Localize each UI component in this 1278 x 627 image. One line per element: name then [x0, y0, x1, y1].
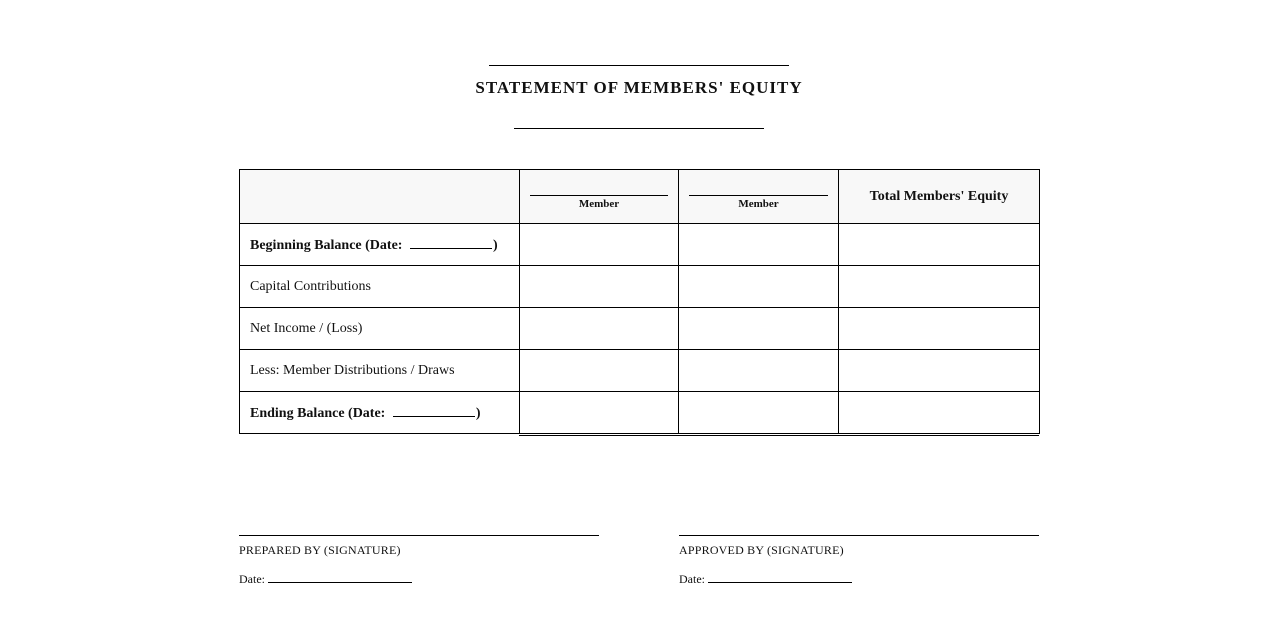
header-member-2: [679, 170, 839, 224]
cell-beginning-member-1[interactable]: [520, 224, 679, 266]
approved-by-label: APPROVED BY (SIGNATURE): [679, 543, 844, 557]
cell-distributions-member-1[interactable]: [520, 350, 679, 392]
approved-date-row: [679, 571, 1039, 587]
cell-beginning-member-2[interactable]: [679, 224, 839, 266]
ending-balance-suffix: ): [475, 405, 481, 421]
equity-table: [239, 169, 1040, 434]
table-row-net-income: [240, 308, 1040, 350]
cell-capital-member-2[interactable]: [679, 266, 839, 308]
row-label-capital-contributions: Capital Contributions: [240, 266, 520, 308]
member-2-label: Member: [738, 198, 779, 210]
cell-ending-member-1[interactable]: [520, 392, 679, 434]
ending-balance-double-rule: [519, 435, 1039, 436]
header-blank-cell: [240, 170, 520, 224]
cell-distributions-member-2[interactable]: [679, 350, 839, 392]
prepared-date-row: [239, 571, 599, 587]
cell-net-income-member-2[interactable]: [679, 308, 839, 350]
prepared-by-signature-line[interactable]: [239, 535, 599, 536]
ending-balance-label: Ending Balance (Date:: [250, 405, 389, 421]
approved-date-label: Date:: [679, 572, 705, 586]
header-total-equity: Total Members' Equity: [839, 170, 1040, 224]
approved-by-signature-line[interactable]: [679, 535, 1039, 536]
beginning-balance-label: Beginning Balance (Date:: [250, 237, 406, 253]
header-member-1: [520, 170, 679, 224]
table-row-beginning-balance: [240, 224, 1040, 266]
title-bottom-rule: [514, 128, 764, 129]
table-row-capital-contributions: [240, 266, 1040, 308]
member-1-name-line[interactable]: [530, 195, 668, 196]
prepared-date-label: Date:: [239, 572, 265, 586]
row-label-net-income: Net Income / (Loss): [240, 308, 520, 350]
row-label-ending-balance: [240, 392, 520, 434]
row-label-distributions: Less: Member Distributions / Draws: [240, 350, 520, 392]
approved-by-block: [679, 535, 1039, 587]
prepared-by-block: [239, 535, 599, 587]
cell-distributions-total[interactable]: [839, 350, 1040, 392]
cell-ending-total[interactable]: [839, 392, 1040, 434]
table-header-row: [240, 170, 1040, 224]
cell-beginning-total[interactable]: [839, 224, 1040, 266]
prepared-by-label: PREPARED BY (SIGNATURE): [239, 543, 401, 557]
row-label-beginning-balance: [240, 224, 520, 266]
prepared-date-blank[interactable]: [268, 571, 412, 583]
cell-net-income-total[interactable]: [839, 308, 1040, 350]
title-top-rule: [489, 65, 789, 66]
approved-date-blank[interactable]: [708, 571, 852, 583]
member-1-label: Member: [578, 198, 620, 210]
cell-ending-member-2[interactable]: [679, 392, 839, 434]
table-row-distributions: [240, 350, 1040, 392]
cell-net-income-member-1[interactable]: [520, 308, 679, 350]
member-2-name-line[interactable]: [689, 195, 828, 196]
document-title: STATEMENT OF MEMBERS' EQUITY: [475, 78, 803, 97]
ending-date-blank[interactable]: [393, 404, 475, 417]
beginning-date-blank[interactable]: [410, 236, 492, 249]
cell-capital-total[interactable]: [839, 266, 1040, 308]
beginning-balance-suffix: ): [492, 237, 498, 253]
cell-capital-member-1[interactable]: [520, 266, 679, 308]
table-row-ending-balance: [240, 392, 1040, 434]
